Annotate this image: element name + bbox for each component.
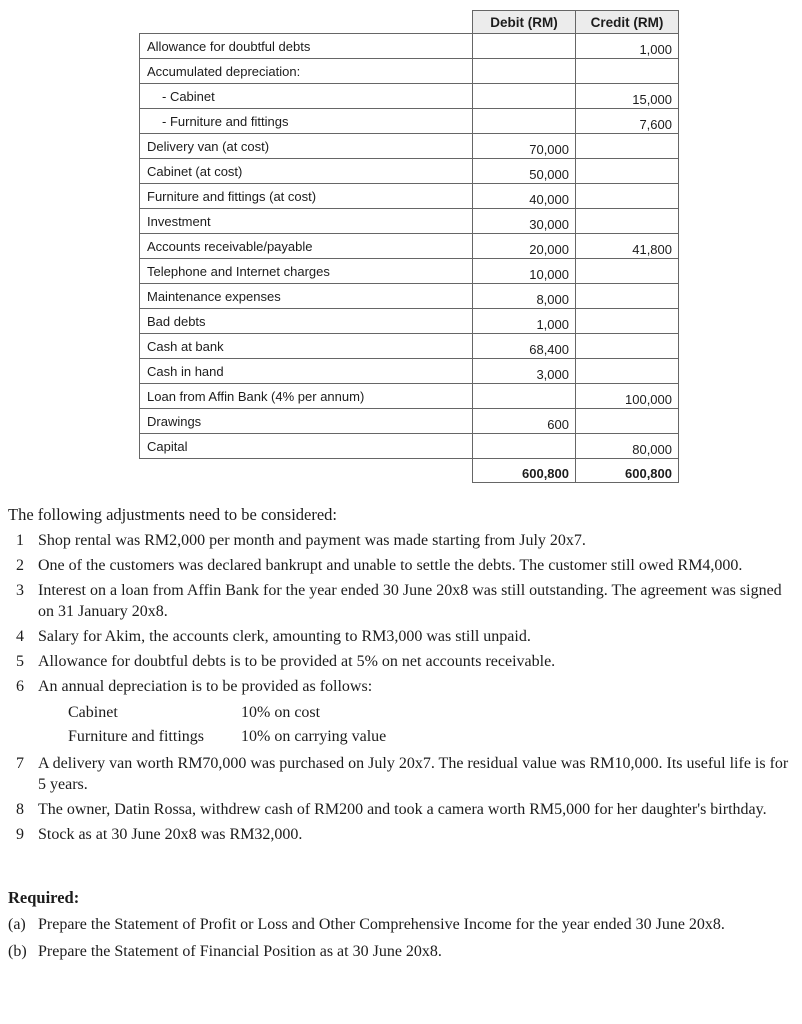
debit-value	[473, 384, 576, 409]
table-row	[140, 309, 679, 334]
account-name: Cash at bank	[140, 334, 473, 359]
debit-header: Debit (RM)	[473, 11, 576, 34]
debit-value	[473, 84, 576, 109]
account-name: Drawings	[140, 409, 473, 434]
table-row	[140, 134, 679, 159]
table-row	[140, 84, 679, 109]
account-name: - Furniture and fittings	[140, 109, 473, 134]
table-row	[140, 409, 679, 434]
account-name: Maintenance expenses	[140, 284, 473, 309]
depreciation-asset: Cabinet	[68, 704, 118, 721]
depreciation-rate: 10% on carrying value	[241, 728, 387, 745]
credit-value	[576, 259, 679, 284]
table-header-row	[140, 11, 679, 34]
item-text: One of the customers was declared bankrupt and unable to settle the debts. The customer still owed RM4,000.	[38, 557, 743, 574]
account-name: Investment	[140, 209, 473, 234]
item-text: An annual depreciation is to be provided as follows:	[38, 678, 373, 695]
item-text: A delivery van worth RM70,000 was purchased on July 20x7. The residual value was RM10,000. Its useful life is for 5 years.	[38, 755, 789, 793]
item-text: Shop rental was RM2,000 per month and payment was made starting from July 20x7.	[38, 532, 586, 549]
account-name: Cash in hand	[140, 359, 473, 384]
credit-header: Credit (RM)	[576, 11, 679, 34]
required-heading: Required:	[8, 888, 80, 907]
debit-value: 20,000	[473, 234, 576, 259]
account-name: Loan from Affin Bank (4% per annum)	[140, 384, 473, 409]
debit-value	[473, 34, 576, 59]
debit-value	[473, 109, 576, 134]
list-item	[16, 824, 796, 845]
totals-blank-cell	[140, 459, 473, 483]
debit-value: 68,400	[473, 334, 576, 359]
credit-total: 600,800	[576, 459, 679, 483]
credit-value: 100,000	[576, 384, 679, 409]
debit-value	[473, 59, 576, 84]
table-row	[140, 234, 679, 259]
item-number: 5	[16, 653, 24, 670]
item-text: Stock as at 30 June 20x8 was RM32,000.	[38, 826, 303, 843]
item-number: 8	[16, 801, 24, 818]
credit-value	[576, 334, 679, 359]
account-name: Accumulated depreciation:	[140, 59, 473, 84]
adjustments-intro: The following adjustments need to be considered:	[8, 505, 338, 524]
account-name: Allowance for doubtful debts	[140, 34, 473, 59]
item-text: Allowance for doubtful debts is to be provided at 5% on net accounts receivable.	[38, 653, 556, 670]
account-name: Capital	[140, 434, 473, 459]
table-row	[140, 109, 679, 134]
debit-value	[473, 434, 576, 459]
list-item	[16, 753, 796, 795]
item-number: 9	[16, 826, 24, 843]
list-item	[8, 914, 798, 935]
list-item	[16, 651, 796, 672]
list-item	[16, 676, 796, 697]
debit-value: 600	[473, 409, 576, 434]
item-number: 1	[16, 532, 24, 549]
list-item	[16, 626, 796, 647]
table-row	[140, 209, 679, 234]
depreciation-rate: 10% on cost	[241, 704, 321, 721]
item-label: (a)	[8, 916, 26, 933]
debit-total: 600,800	[473, 459, 576, 483]
depreciation-asset: Furniture and fittings	[68, 728, 204, 745]
credit-value	[576, 159, 679, 184]
debit-value: 8,000	[473, 284, 576, 309]
item-text: Interest on a loan from Affin Bank for the year ended 30 June 20x8 was still outstanding. The agreement was signed on 31 January 20x8.	[38, 582, 782, 620]
header-blank-cell	[140, 11, 473, 34]
debit-value: 70,000	[473, 134, 576, 159]
table-row	[140, 359, 679, 384]
item-text: Salary for Akim, the accounts clerk, amounting to RM3,000 was still unpaid.	[38, 628, 531, 645]
debit-value: 1,000	[473, 309, 576, 334]
account-name: Furniture and fittings (at cost)	[140, 184, 473, 209]
table-row	[140, 384, 679, 409]
credit-value: 1,000	[576, 34, 679, 59]
credit-value	[576, 309, 679, 334]
item-number: 7	[16, 755, 24, 772]
table-row	[140, 434, 679, 459]
item-text: The owner, Datin Rossa, withdrew cash of RM200 and took a camera worth RM5,000 for her daughter's birthday.	[38, 801, 767, 818]
item-text: Prepare the Statement of Profit or Loss and Other Comprehensive Income for the year ended 30 June 20x8.	[38, 916, 725, 933]
account-name: Cabinet (at cost)	[140, 159, 473, 184]
item-text: Prepare the Statement of Financial Position as at 30 June 20x8.	[38, 943, 442, 960]
list-item	[16, 530, 796, 551]
item-label: (b)	[8, 943, 27, 960]
table-row	[140, 34, 679, 59]
item-number: 4	[16, 628, 24, 645]
item-number: 6	[16, 678, 24, 695]
debit-value: 30,000	[473, 209, 576, 234]
table-row	[140, 59, 679, 84]
debit-value: 40,000	[473, 184, 576, 209]
table-row	[140, 284, 679, 309]
credit-value	[576, 359, 679, 384]
credit-value: 80,000	[576, 434, 679, 459]
credit-value	[576, 284, 679, 309]
list-item	[16, 799, 796, 820]
depreciation-row	[68, 701, 796, 725]
trial-balance-table	[139, 10, 679, 483]
credit-value: 15,000	[576, 84, 679, 109]
table-row	[140, 334, 679, 359]
depreciation-table	[68, 701, 796, 749]
credit-value	[576, 184, 679, 209]
table-row	[140, 259, 679, 284]
credit-value	[576, 209, 679, 234]
adjustments-list	[16, 530, 796, 849]
account-name: Delivery van (at cost)	[140, 134, 473, 159]
debit-value: 50,000	[473, 159, 576, 184]
list-item	[8, 941, 798, 962]
account-name: Telephone and Internet charges	[140, 259, 473, 284]
depreciation-row	[68, 725, 796, 749]
account-name: Bad debts	[140, 309, 473, 334]
credit-value: 41,800	[576, 234, 679, 259]
item-number: 3	[16, 582, 24, 599]
debit-value: 3,000	[473, 359, 576, 384]
table-row	[140, 159, 679, 184]
credit-value: 7,600	[576, 109, 679, 134]
credit-value	[576, 59, 679, 84]
required-section	[8, 888, 798, 968]
table-row	[140, 184, 679, 209]
item-number: 2	[16, 557, 24, 574]
account-name: Accounts receivable/payable	[140, 234, 473, 259]
credit-value	[576, 134, 679, 159]
list-item	[16, 555, 796, 576]
list-item	[16, 580, 796, 622]
account-name: - Cabinet	[140, 84, 473, 109]
credit-value	[576, 409, 679, 434]
debit-value: 10,000	[473, 259, 576, 284]
totals-row	[140, 459, 679, 483]
